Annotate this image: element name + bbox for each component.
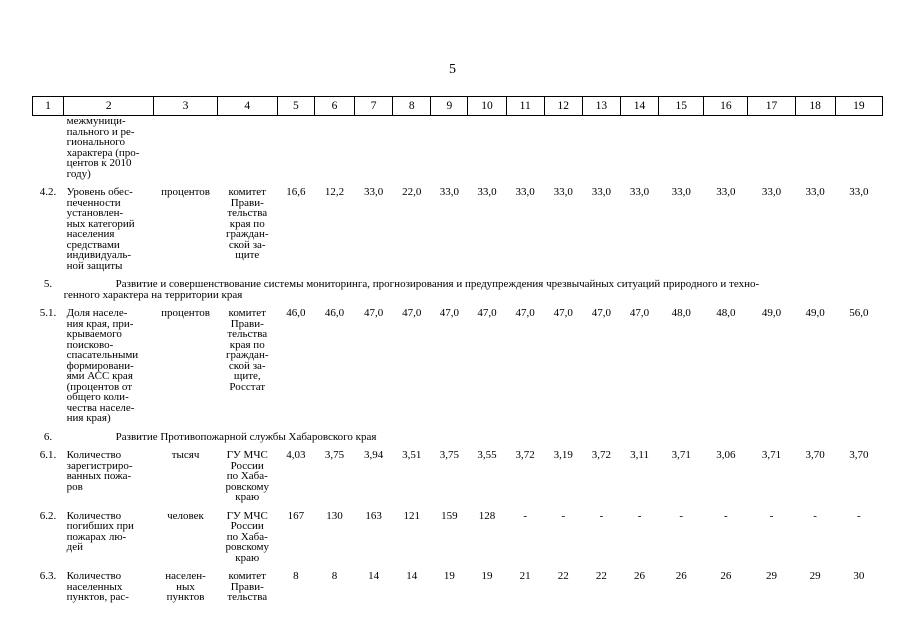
value-cell: 4,03 [286,449,306,461]
value-cell: 3,75 [439,449,460,461]
value-cell: 33,0 [591,186,612,198]
empty-cell [659,116,704,180]
section-title [64,430,883,443]
section-title-line: Развитие Противопожарной службы Хабаровского края [115,430,377,443]
column-header-17: 17 [748,97,795,116]
table-row [33,569,883,603]
value-cell: - [679,509,684,522]
value-cell: 33,0 [515,186,535,198]
value-cell: 22 [557,570,569,582]
table-row [33,509,883,564]
indicator-name: Количество зарегистриро- ванных пожа- ров [66,449,133,493]
empty-cell [314,116,354,180]
empty-cell [795,116,835,180]
value-cell: 3,71 [761,449,782,461]
section-title [64,277,883,300]
empty-cell [835,116,882,180]
value-cell: 26 [675,570,687,582]
section-title-line: генного характера на территории края [63,288,243,301]
value-cell: 3,75 [324,449,345,461]
value-cell: 3,51 [402,449,422,461]
value-cell: 33,0 [716,186,736,198]
section-row [33,277,883,300]
value-cell: 19 [443,570,455,582]
responsible-executor: ГУ МЧС России по Хаба- ровскому краю [225,509,270,564]
value-cell: 33,0 [629,186,650,198]
value-cell: 46,0 [286,307,306,319]
value-cell: 3,70 [849,449,869,461]
empty-cell [506,116,544,180]
value-cell: 47,0 [591,307,612,319]
value-cell: 3,19 [553,449,573,461]
value-cell: 33,0 [553,186,573,198]
column-header-11: 11 [506,97,544,116]
value-cell: 33,0 [364,186,384,198]
column-header-19: 19 [835,97,882,116]
value-cell: - [769,509,774,522]
column-header-13: 13 [582,97,620,116]
value-cell: 26 [720,570,732,582]
section-row [33,430,883,443]
empty-cell [748,116,795,180]
value-cell: 47,0 [553,307,573,319]
value-cell: 121 [403,509,421,522]
value-cell: 163 [365,509,382,522]
value-cell: 3,70 [805,449,825,461]
row-number: 4.2. [39,186,57,198]
value-cell: 3,11 [630,449,649,461]
empty-cell [154,116,217,180]
value-cell: 14 [406,570,418,582]
value-cell: 29 [809,570,821,582]
empty-cell [393,116,431,180]
empty-cell [704,116,748,180]
value-cell: 56,0 [849,307,869,319]
value-cell: 159 [441,509,458,522]
row-number: 5.1. [39,307,57,319]
column-header-9: 9 [431,97,468,116]
column-header-5: 5 [277,97,314,116]
value-cell: 49,0 [761,307,782,319]
value-cell: - [523,509,527,522]
value-cell: 16,6 [286,186,306,198]
column-header-4: 4 [217,97,277,116]
value-cell: 48,0 [716,307,736,319]
value-cell: - [813,509,817,522]
value-cell: - [561,509,566,522]
value-cell: - [857,509,861,522]
column-header-1: 1 [33,97,64,116]
empty-cell [217,116,277,180]
indicator-name: Уровень обес- печенности установлен- ных категорий населения средствами индивидуаль- ной защиты [66,186,135,272]
value-cell: 3,72 [591,449,612,461]
row-number-cell [33,116,64,180]
section-number: 5. [43,278,53,290]
value-cell: 21 [519,570,531,582]
row-number: 6.2. [39,509,57,522]
value-cell: 47,0 [439,307,460,319]
column-header-2: 2 [64,97,154,116]
empty-cell [431,116,468,180]
value-cell: 33,0 [439,186,460,198]
value-cell: 47,0 [402,307,422,319]
indicator-name: Доля населе- ния края, при- крываемого поисково- спасательными формировани- ями АСС края (процентов от общего коли- чества населе- ния края) [66,307,139,424]
responsible-executor: комитет Прави- тельства края по граждан- ской за- щите [225,186,269,261]
value-cell: - [724,509,728,522]
value-cell: 47,0 [364,307,384,319]
value-cell: 29 [765,570,777,582]
value-cell: - [637,509,642,522]
value-cell: 33,0 [477,186,497,198]
column-header-10: 10 [468,97,506,116]
value-cell: 19 [481,570,493,582]
value-cell: 33,0 [671,186,691,198]
column-header-7: 7 [355,97,393,116]
empty-cell [582,116,620,180]
column-header-3: 3 [154,97,217,116]
value-cell: 22,0 [402,186,422,198]
responsible-executor: ГУ МЧС России по Хаба- ровскому краю [225,449,270,503]
unit-of-measure: процентов [161,186,210,198]
value-cell: 8 [293,570,299,582]
value-cell: 3,72 [515,449,535,461]
row-number: 6.1. [39,449,57,461]
table-row [33,116,883,180]
indicator-name: Количество погибших при пожарах лю- дей [66,509,134,553]
section-number: 6. [43,430,53,443]
value-cell: 3,06 [716,449,736,461]
value-cell: 49,0 [805,307,825,319]
value-cell: 14 [368,570,380,582]
value-cell: 33,0 [849,186,869,198]
empty-cell [468,116,506,180]
value-cell: 48,0 [671,307,691,319]
value-cell: 46,0 [324,307,345,319]
indicators-table [32,96,883,603]
unit-of-measure: населен- ных пунктов [165,570,206,603]
value-cell: 33,0 [805,186,825,198]
empty-cell [544,116,582,180]
empty-cell [277,116,314,180]
value-cell: - [599,509,604,522]
unit-of-measure: человек [167,509,204,522]
value-cell: 130 [326,509,343,522]
column-header-14: 14 [620,97,658,116]
column-header-18: 18 [795,97,835,116]
column-header-8: 8 [393,97,431,116]
column-header-16: 16 [704,97,748,116]
value-cell: 3,55 [477,449,497,461]
responsible-executor: комитет Прави- тельства края по граждан- ской за- щите, Росстат [225,307,269,393]
value-cell: 128 [478,509,496,522]
indicator-name-cell: межмуници- пального и ре- гионального характера (про- центов к 2010 году) [66,115,140,180]
empty-cell [355,116,393,180]
value-cell: 167 [287,509,305,522]
table-body [33,116,883,603]
value-cell: 47,0 [477,307,497,319]
indicator-name: Количество населенных пунктов, рас- [66,570,129,603]
column-header-15: 15 [659,97,704,116]
value-cell: 47,0 [629,307,650,319]
unit-of-measure: процентов [161,307,210,319]
section-title-line: Развитие и совершенствование системы мониторинга, прогнозирования и предупреждения чрезвычайных ситуаций природного и техно- [115,278,760,290]
value-cell: 30 [853,570,865,582]
table-row [33,448,883,503]
table-row [33,306,883,424]
column-header-12: 12 [544,97,582,116]
column-header-6: 6 [314,97,354,116]
header-row [33,97,883,116]
row-number: 6.3. [39,570,57,582]
value-cell: 26 [634,570,646,582]
value-cell: 3,94 [364,449,384,461]
empty-cell [620,116,658,180]
value-cell: 12,2 [324,186,345,198]
table-row [33,185,883,271]
value-cell: 47,0 [515,307,535,319]
value-cell: 33,0 [761,186,782,198]
page-number: 5 [449,62,456,77]
value-cell: 8 [331,570,338,582]
unit-of-measure: тысяч [171,449,200,461]
value-cell: 22 [595,570,607,582]
responsible-executor: комитет Прави- тельства [227,570,268,603]
value-cell: 3,71 [671,449,691,461]
indicators-table-wrap [32,96,883,603]
